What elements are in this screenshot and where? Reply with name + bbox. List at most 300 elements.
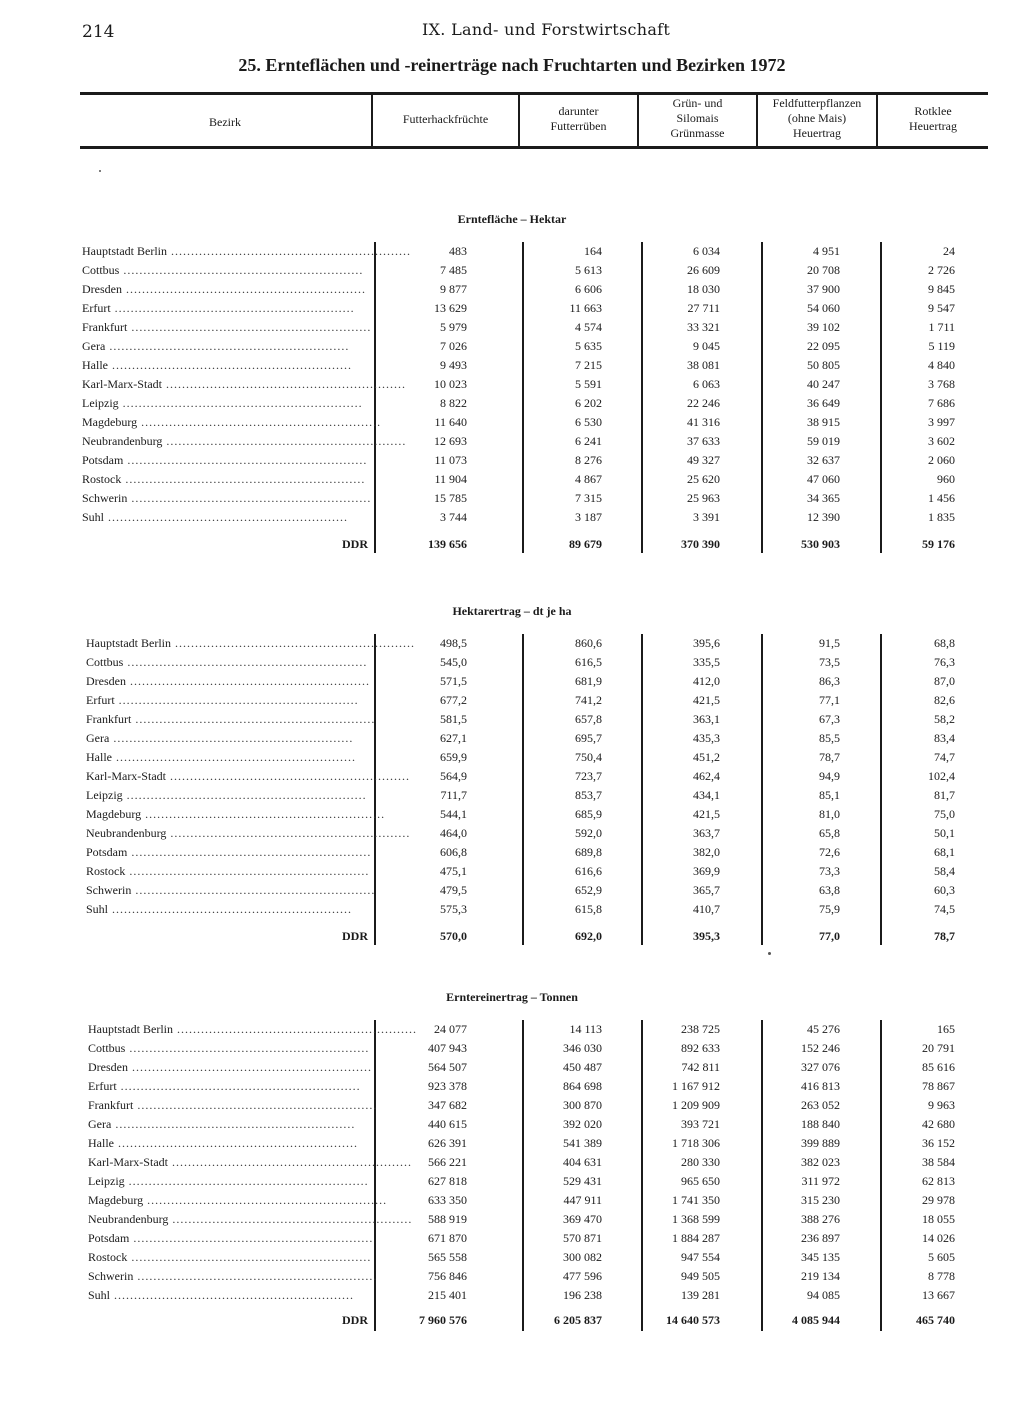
table-row: [0, 674, 1024, 693]
row-label: [88, 1155, 412, 1170]
total-cell: 78,7: [934, 929, 955, 943]
leader-dots: ............................................................: [133, 1098, 378, 1112]
table-cell: 626 391: [428, 1136, 467, 1150]
header-bezirk: Bezirk: [209, 115, 241, 129]
row-label: [86, 864, 368, 879]
header-line: (ohne Mais): [787, 111, 847, 125]
table-cell: 8 778: [928, 1269, 955, 1283]
bezirk-name: Neubrandenburg: [88, 1212, 169, 1226]
row-label: [88, 1098, 378, 1113]
table-cell: 77,1: [819, 693, 840, 707]
leader-dots: ............................................................: [165, 769, 410, 783]
table-cell: 1 209 909: [672, 1098, 720, 1112]
table-row: [0, 636, 1024, 655]
leader-dots: ............................................................: [170, 636, 415, 650]
header-line: Heuertrag: [793, 126, 841, 140]
header-feldfutterpflanzen: [758, 96, 876, 141]
row-label: [86, 769, 410, 784]
leader-dots: ............................................................: [166, 244, 411, 258]
row-label: [86, 750, 368, 765]
table-cell: 42 680: [922, 1117, 955, 1131]
bezirk-name: Frankfurt: [82, 320, 128, 334]
row-label: [82, 301, 368, 316]
table-cell: 18 055: [922, 1212, 955, 1226]
table-cell: 565 558: [428, 1250, 467, 1264]
table-cell: 49 327: [687, 453, 720, 467]
table-cell: 67,3: [819, 712, 840, 726]
table-cell: 87,0: [934, 674, 955, 688]
table-cell: 363,7: [693, 826, 720, 840]
row-label: [86, 845, 372, 860]
table-cell: 91,5: [819, 636, 840, 650]
table-row: [0, 693, 1024, 712]
table-cell: 575,3: [440, 902, 467, 916]
total-cell: 6 205 837: [554, 1313, 602, 1327]
table-cell: 434,1: [693, 788, 720, 802]
header-line: Heuertrag: [909, 119, 957, 133]
row-label: [82, 320, 372, 335]
total-cell: 465 740: [916, 1313, 955, 1327]
bezirk-name: Potsdam: [82, 453, 124, 467]
table-cell: 62 813: [922, 1174, 955, 1188]
table-cell: 58,2: [934, 712, 955, 726]
table-row: [0, 1136, 1024, 1155]
table-cell: 462,4: [693, 769, 720, 783]
table-cell: 25 963: [687, 491, 720, 505]
leader-dots: ............................................................: [129, 1231, 374, 1245]
table-cell: 139 281: [681, 1288, 720, 1302]
bezirk-name: Halle: [88, 1136, 114, 1150]
row-label: [88, 1269, 378, 1284]
table-cell: 3 744: [440, 510, 467, 524]
table-cell: 14 113: [569, 1022, 602, 1036]
bezirk-name: Erfurt: [86, 693, 115, 707]
table-cell: 9 877: [440, 282, 467, 296]
table-cell: 236 897: [801, 1231, 840, 1245]
table-cell: 335,5: [693, 655, 720, 669]
table-cell: 63,8: [819, 883, 840, 897]
table-cell: 41 316: [687, 415, 720, 429]
table-cell: 689,8: [575, 845, 602, 859]
total-row: [0, 929, 1024, 948]
leader-dots: ............................................................: [168, 1212, 413, 1226]
table-cell: 529 431: [563, 1174, 602, 1188]
leader-dots: ............................................................: [118, 396, 363, 410]
table-cell: 10 023: [434, 377, 467, 391]
table-cell: 4 574: [575, 320, 602, 334]
bezirk-name: Frankfurt: [88, 1098, 134, 1112]
table-row: [0, 1193, 1024, 1212]
table-cell: 263 052: [801, 1098, 840, 1112]
table-cell: 76,3: [934, 655, 955, 669]
bezirk-name: Magdeburg: [86, 807, 142, 821]
table-row: [0, 472, 1024, 491]
bezirk-name: Cottbus: [82, 263, 120, 277]
table-cell: 85,1: [819, 788, 840, 802]
table-cell: 464,0: [440, 826, 467, 840]
bezirk-name: Leipzig: [88, 1174, 125, 1188]
header-line: Grünmasse: [670, 126, 725, 140]
table-cell: 5 613: [575, 263, 602, 277]
table-cell: 1 456: [928, 491, 955, 505]
table-row: [0, 453, 1024, 472]
table-cell: 215 401: [428, 1288, 467, 1302]
bezirk-name: Erfurt: [82, 301, 111, 315]
bezirk-name: Suhl: [86, 902, 109, 916]
table-cell: 450 487: [563, 1060, 602, 1074]
table-cell: 3 768: [928, 377, 955, 391]
table-cell: 363,1: [693, 712, 720, 726]
total-label: DDR: [342, 929, 368, 943]
table-cell: 393 721: [681, 1117, 720, 1131]
table-cell: 407 943: [428, 1041, 467, 1055]
leader-dots: ............................................................: [127, 845, 372, 859]
table-cell: 6 530: [575, 415, 602, 429]
total-cell: 89 679: [569, 537, 602, 551]
bezirk-name: Gera: [88, 1117, 112, 1131]
total-cell: 530 903: [801, 537, 840, 551]
table-cell: 165: [937, 1022, 955, 1036]
table-cell: 40 247: [807, 377, 840, 391]
table-cell: 37 900: [807, 282, 840, 296]
table-cell: 853,7: [575, 788, 602, 802]
leader-dots: ............................................................: [121, 282, 366, 296]
table-cell: 659,9: [440, 750, 467, 764]
table-cell: 7 315: [575, 491, 602, 505]
leader-dots: ............................................................: [166, 826, 411, 840]
table-cell: 2 726: [928, 263, 955, 277]
table-cell: 421,5: [693, 807, 720, 821]
table-cell: 671 870: [428, 1231, 467, 1245]
table-cell: 20 708: [807, 263, 840, 277]
table-cell: 1 711: [928, 320, 955, 334]
section-title: Erntefläche – Hektar: [457, 212, 567, 226]
table-cell: 416 813: [801, 1079, 840, 1093]
table-cell: 652,9: [575, 883, 602, 897]
table-cell: 756 846: [428, 1269, 467, 1283]
table-cell: 615,8: [575, 902, 602, 916]
table-cell: 29 978: [922, 1193, 955, 1207]
table-row: [0, 434, 1024, 453]
table-cell: 741,2: [575, 693, 602, 707]
row-label: [88, 1117, 368, 1132]
table-cell: 78 867: [922, 1079, 955, 1093]
leader-dots: ............................................................: [109, 731, 354, 745]
table-cell: 479,5: [440, 883, 467, 897]
table-row: [0, 377, 1024, 396]
table-row: [0, 1041, 1024, 1060]
table-cell: 38 584: [922, 1155, 955, 1169]
table-cell: 13 629: [434, 301, 467, 315]
leader-dots: ............................................................: [161, 377, 406, 391]
table-cell: 315 230: [801, 1193, 840, 1207]
table-cell: 5 591: [575, 377, 602, 391]
table-cell: 280 330: [681, 1155, 720, 1169]
table-cell: 188 840: [801, 1117, 840, 1131]
row-label: [82, 472, 368, 487]
table-cell: 3 187: [575, 510, 602, 524]
header-line: darunter: [558, 104, 599, 118]
table-cell: 13 667: [922, 1288, 955, 1302]
bezirk-name: Rostock: [86, 864, 126, 878]
row-label: [86, 636, 415, 651]
scan-speck: [768, 952, 771, 955]
table-cell: 38 915: [807, 415, 840, 429]
header-top-rule: [80, 92, 988, 95]
table-cell: 54 060: [807, 301, 840, 315]
table-cell: 47 060: [807, 472, 840, 486]
table-cell: 81,0: [819, 807, 840, 821]
row-label: [82, 263, 368, 278]
table-row: [0, 1022, 1024, 1041]
leader-dots: ............................................................: [127, 1250, 372, 1264]
table-cell: 68,1: [934, 845, 955, 859]
table-cell: 382,0: [693, 845, 720, 859]
table-cell: 196 238: [563, 1288, 602, 1302]
table-cell: 447 911: [563, 1193, 602, 1207]
table-cell: 45 276: [807, 1022, 840, 1036]
table-cell: 22 246: [687, 396, 720, 410]
table-cell: 327 076: [801, 1060, 840, 1074]
leader-dots: ............................................................: [141, 807, 386, 821]
leader-dots: ............................................................: [127, 1060, 372, 1074]
table-cell: 85,5: [819, 731, 840, 745]
table-cell: 1 884 287: [672, 1231, 720, 1245]
bezirk-name: Karl-Marx-Stadt: [88, 1155, 168, 1169]
row-label: [82, 453, 368, 468]
bezirk-name: Hauptstadt Berlin: [82, 244, 167, 258]
bezirk-name: Erfurt: [88, 1079, 117, 1093]
table-cell: 50 805: [807, 358, 840, 372]
leader-dots: ............................................................: [108, 902, 353, 916]
table-cell: 4 867: [575, 472, 602, 486]
table-cell: 68,8: [934, 636, 955, 650]
bezirk-name: Schwerin: [88, 1269, 134, 1283]
total-cell: 4 085 944: [792, 1313, 840, 1327]
bezirk-name: Karl-Marx-Stadt: [86, 769, 166, 783]
table-cell: 22 095: [807, 339, 840, 353]
table-row: [0, 1079, 1024, 1098]
table-cell: 59 019: [807, 434, 840, 448]
table-row: [0, 244, 1024, 263]
bezirk-name: Neubrandenburg: [82, 434, 163, 448]
table-row: [0, 826, 1024, 845]
row-label: [86, 807, 386, 822]
table-cell: 5 119: [928, 339, 955, 353]
table-cell: 1 741 350: [672, 1193, 720, 1207]
table-cell: 864 698: [563, 1079, 602, 1093]
table-cell: 566 221: [428, 1155, 467, 1169]
table-cell: 695,7: [575, 731, 602, 745]
table-cell: 1 368 599: [672, 1212, 720, 1226]
table-cell: 27 711: [687, 301, 720, 315]
leader-dots: ............................................................: [121, 472, 366, 486]
table-row: [0, 655, 1024, 674]
header-rotklee: [878, 104, 988, 134]
table-cell: 60,3: [934, 883, 955, 897]
table-row: [0, 788, 1024, 807]
table-cell: 7 485: [440, 263, 467, 277]
table-cell: 11 073: [434, 453, 467, 467]
table-cell: 36 649: [807, 396, 840, 410]
bezirk-name: Leipzig: [86, 788, 123, 802]
table-cell: 3 602: [928, 434, 955, 448]
table-row: [0, 1155, 1024, 1174]
header-silomais: [639, 96, 756, 141]
row-label: [82, 510, 368, 525]
table-cell: 860,6: [575, 636, 602, 650]
row-label: [88, 1288, 368, 1303]
table-row: [0, 1098, 1024, 1117]
leader-dots: ............................................................: [172, 1022, 417, 1036]
table-cell: 545,0: [440, 655, 467, 669]
total-row: [0, 537, 1024, 556]
table-cell: 238 725: [681, 1022, 720, 1036]
table-row: [0, 396, 1024, 415]
table-cell: 388 276: [801, 1212, 840, 1226]
bezirk-name: Gera: [86, 731, 110, 745]
table-cell: 633 350: [428, 1193, 467, 1207]
leader-dots: ............................................................: [122, 788, 367, 802]
table-cell: 681,9: [575, 674, 602, 688]
table-cell: 26 609: [687, 263, 720, 277]
table-cell: 14 026: [922, 1231, 955, 1245]
table-cell: 36 152: [922, 1136, 955, 1150]
table-cell: 960: [937, 472, 955, 486]
table-cell: 404 631: [563, 1155, 602, 1169]
row-label: [86, 902, 368, 917]
section-title: Hektarertrag – dt je ha: [452, 604, 572, 618]
table-cell: 33 321: [687, 320, 720, 334]
table-row: [0, 1231, 1024, 1250]
table-cell: 9 045: [693, 339, 720, 353]
row-label: [86, 655, 368, 670]
table-cell: 12 693: [434, 434, 467, 448]
table-row: [0, 1269, 1024, 1288]
table-cell: 685,9: [575, 807, 602, 821]
row-label: [82, 396, 368, 411]
bezirk-name: Potsdam: [88, 1231, 130, 1245]
leader-dots: ............................................................: [137, 415, 382, 429]
table-cell: 37 633: [687, 434, 720, 448]
row-label: [82, 434, 407, 449]
table-cell: 677,2: [440, 693, 467, 707]
bezirk-name: Rostock: [88, 1250, 128, 1264]
table-cell: 3 391: [693, 510, 720, 524]
table-row: [0, 301, 1024, 320]
bezirk-name: Halle: [86, 750, 112, 764]
table-row: [0, 1288, 1024, 1307]
table-cell: 94 085: [807, 1288, 840, 1302]
leader-dots: ............................................................: [131, 712, 376, 726]
table-cell: 1 835: [928, 510, 955, 524]
table-row: [0, 807, 1024, 826]
table-cell: 72,6: [819, 845, 840, 859]
table-cell: 6 606: [575, 282, 602, 296]
table-cell: 4 951: [813, 244, 840, 258]
table-row: [0, 1212, 1024, 1231]
row-label: [88, 1136, 368, 1151]
table-cell: 616,5: [575, 655, 602, 669]
leader-dots: ............................................................: [110, 1288, 355, 1302]
row-label: [88, 1193, 388, 1208]
table-cell: 544,1: [440, 807, 467, 821]
table-cell: 347 682: [428, 1098, 467, 1112]
table-cell: 8 276: [575, 453, 602, 467]
table-cell: 39 102: [807, 320, 840, 334]
bezirk-name: Rostock: [82, 472, 122, 486]
table-cell: 365,7: [693, 883, 720, 897]
table-row: [0, 1117, 1024, 1136]
header-line: Silomais: [676, 111, 719, 125]
table-row: [0, 339, 1024, 358]
chapter-heading: IX. Land- und Forstwirtschaft: [422, 20, 671, 39]
bezirk-name: Halle: [82, 358, 108, 372]
table-cell: 7 026: [440, 339, 467, 353]
table-cell: 627 818: [428, 1174, 467, 1188]
header-line: Feldfutterpflanzen: [772, 96, 862, 110]
table-cell: 74,5: [934, 902, 955, 916]
bezirk-name: Neubrandenburg: [86, 826, 167, 840]
table-cell: 34 365: [807, 491, 840, 505]
total-cell: 370 390: [681, 537, 720, 551]
table-cell: 11 663: [569, 301, 602, 315]
table-row: [0, 320, 1024, 339]
total-cell: 7 960 576: [419, 1313, 467, 1327]
leader-dots: ............................................................: [131, 883, 376, 897]
table-row: [0, 731, 1024, 750]
row-label: [82, 358, 368, 373]
leader-dots: ............................................................: [119, 263, 364, 277]
table-cell: 592,0: [575, 826, 602, 840]
bezirk-name: Leipzig: [82, 396, 119, 410]
row-label: [82, 244, 411, 259]
total-row: [0, 1313, 1024, 1332]
table-cell: 369 470: [563, 1212, 602, 1226]
table-cell: 435,3: [693, 731, 720, 745]
table-cell: 750,4: [575, 750, 602, 764]
row-label: [82, 415, 382, 430]
bezirk-name: Dresden: [88, 1060, 128, 1074]
leader-dots: ............................................................: [125, 864, 370, 878]
table-cell: 1 718 306: [672, 1136, 720, 1150]
leader-dots: ............................................................: [124, 1174, 369, 1188]
table-cell: 1 167 912: [672, 1079, 720, 1093]
table-cell: 300 870: [563, 1098, 602, 1112]
table-cell: 94,9: [819, 769, 840, 783]
table-cell: 923 378: [428, 1079, 467, 1093]
table-cell: 4 840: [928, 358, 955, 372]
bezirk-name: Karl-Marx-Stadt: [82, 377, 162, 391]
row-label: [86, 693, 368, 708]
header-line: Grün- und: [672, 96, 723, 110]
table-cell: 345 135: [801, 1250, 840, 1264]
table-cell: 9 845: [928, 282, 955, 296]
header-line: Rotklee: [914, 104, 952, 118]
table-cell: 711,7: [440, 788, 467, 802]
row-label: [88, 1022, 417, 1037]
table-cell: 5 605: [928, 1250, 955, 1264]
table-cell: 311 972: [801, 1174, 840, 1188]
table-row: [0, 510, 1024, 529]
table-cell: 392 020: [563, 1117, 602, 1131]
table-row: [0, 1060, 1024, 1079]
table-cell: 24: [943, 244, 955, 258]
table-row: [0, 864, 1024, 883]
row-label: [82, 377, 406, 392]
table-cell: 75,9: [819, 902, 840, 916]
table-cell: 657,8: [575, 712, 602, 726]
